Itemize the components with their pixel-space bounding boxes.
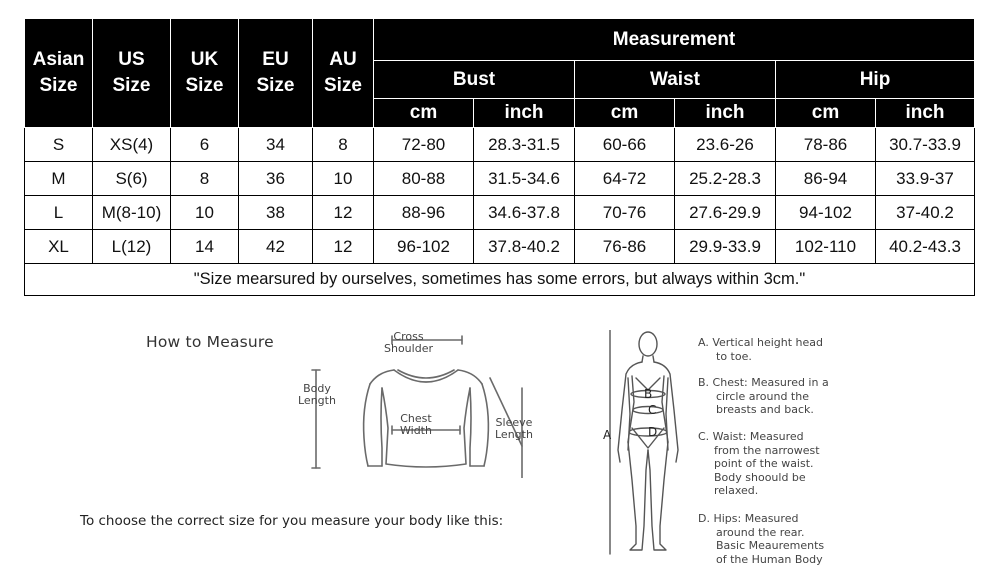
table-cell: L(12)	[93, 230, 171, 264]
table-row	[25, 128, 975, 162]
label-d: D	[648, 425, 658, 439]
cross-shoulder-label: Cross Shoulder	[384, 330, 433, 355]
table-note-row	[25, 264, 975, 296]
note-c: C. Waist: Measured from the narrowest point of the waist. Body shoould be relaxed.	[698, 430, 820, 497]
table-cell: 70-76	[575, 196, 675, 230]
table-cell: 31.5-34.6	[474, 162, 575, 196]
table-cell: L	[25, 196, 93, 230]
measure-instruction: To choose the correct size for you measure your body like this:	[80, 513, 504, 529]
table-row	[25, 162, 975, 196]
table-cell: M	[25, 162, 93, 196]
table-cell: 30.7-33.9	[876, 128, 975, 162]
table-cell: 78-86	[776, 128, 876, 162]
body-figure	[608, 330, 688, 558]
table-cell: 34	[239, 128, 313, 162]
table-cell: 96-102	[374, 230, 474, 264]
table-cell: 6	[171, 128, 239, 162]
table-cell: 42	[239, 230, 313, 264]
table-cell: 29.9-33.9	[675, 230, 776, 264]
table-cell: S(6)	[93, 162, 171, 196]
table-cell: 37.8-40.2	[474, 230, 575, 264]
bust-header: Bust	[374, 61, 575, 99]
table-cell: 10	[171, 196, 239, 230]
table-cell: 27.6-29.9	[675, 196, 776, 230]
bust-cm-header: cm	[374, 99, 474, 128]
table-cell: XS(4)	[93, 128, 171, 162]
table-cell: M(8-10)	[93, 196, 171, 230]
table-cell: 94-102	[776, 196, 876, 230]
measurement-header: Measurement	[374, 19, 975, 61]
table-cell: 86-94	[776, 162, 876, 196]
table-cell: 12	[313, 230, 374, 264]
table-cell: 38	[239, 196, 313, 230]
size-chart-table	[24, 18, 975, 296]
table-cell: 102-110	[776, 230, 876, 264]
table-row	[25, 230, 975, 264]
table-cell: 36	[239, 162, 313, 196]
how-to-measure-title: How to Measure	[146, 333, 274, 351]
label-a: A	[603, 428, 612, 442]
label-c: C	[648, 403, 657, 417]
table-cell: S	[25, 128, 93, 162]
waist-cm-header: cm	[575, 99, 675, 128]
table-cell: 23.6-26	[675, 128, 776, 162]
us-size-header: US Size	[93, 19, 171, 128]
table-cell: 37-40.2	[876, 196, 975, 230]
table-cell: 76-86	[575, 230, 675, 264]
waist-header: Waist	[575, 61, 776, 99]
table-cell: 72-80	[374, 128, 474, 162]
table-cell: XL	[25, 230, 93, 264]
note-d: D. Hips: Measured around the rear. Basic Meaurements of the Human Body	[698, 512, 825, 566]
table-row	[25, 196, 975, 230]
table-cell: 14	[171, 230, 239, 264]
bust-inch-header: inch	[474, 99, 575, 128]
uk-size-header: UK Size	[171, 19, 239, 128]
table-cell: 28.3-31.5	[474, 128, 575, 162]
table-cell: 25.2-28.3	[675, 162, 776, 196]
table-cell: 10	[313, 162, 374, 196]
chest-width-label: Chest Width	[400, 412, 432, 437]
table-cell: 80-88	[374, 162, 474, 196]
hip-inch-header: inch	[876, 99, 975, 128]
body-length-label: Body Length	[298, 382, 336, 407]
au-size-header: AU Size	[313, 19, 374, 128]
hip-cm-header: cm	[776, 99, 876, 128]
table-cell: 64-72	[575, 162, 675, 196]
table-cell: 8	[313, 128, 374, 162]
table-cell: 60-66	[575, 128, 675, 162]
table-cell: 34.6-37.8	[474, 196, 575, 230]
table-cell: 8	[171, 162, 239, 196]
table-cell: 33.9-37	[876, 162, 975, 196]
table-cell: 40.2-43.3	[876, 230, 975, 264]
table-cell: 12	[313, 196, 374, 230]
label-b: B	[644, 387, 653, 401]
table-cell: 88-96	[374, 196, 474, 230]
size-note: "Size mearsured by ourselves, sometimes has some errors, but always within 3cm."	[25, 264, 975, 296]
waist-inch-header: inch	[675, 99, 776, 128]
asian-size-header: Asian Size	[25, 19, 93, 128]
note-a: A. Vertical height head to toe.	[698, 336, 824, 363]
eu-size-header: EU Size	[239, 19, 313, 128]
sleeve-length-label: Sleeve Length	[495, 416, 533, 441]
hip-header: Hip	[776, 61, 975, 99]
note-b: B. Chest: Measured in a circle around the breasts and back.	[698, 376, 829, 416]
